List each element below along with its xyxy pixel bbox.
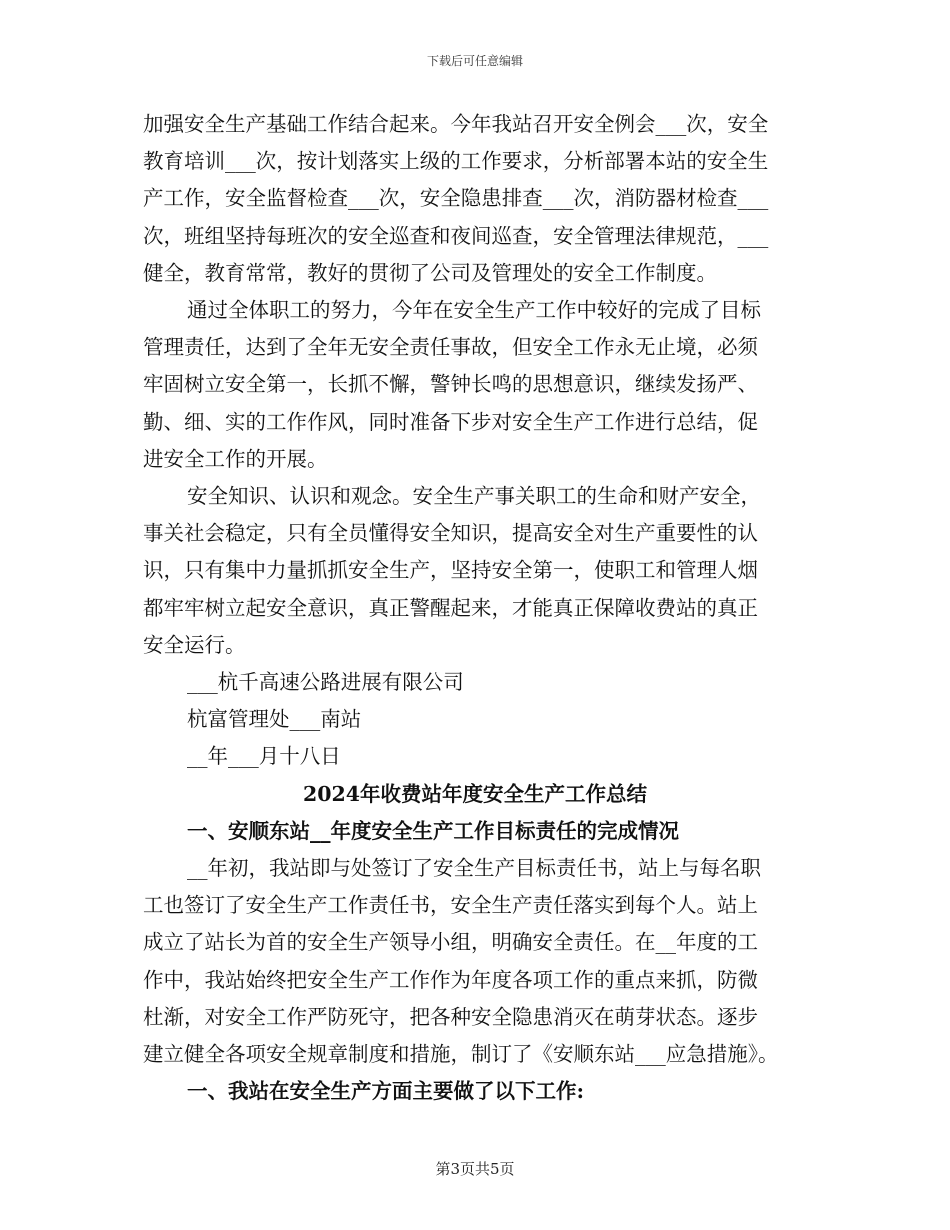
signature-company: ___杭千高速公路进展有限公司: [187, 670, 464, 695]
body-line: 产工作，安全监督检查___次，安全隐患排查___次，消防器材检查___: [143, 186, 769, 211]
body-line: 次，班组坚持每班次的安全巡查和夜间巡查，安全管理法律规范，___: [143, 223, 769, 248]
body-line: 工也签订了安全生产工作责任书，安全生产责任落实到每个人。站上: [143, 893, 758, 918]
body-line: 作中，我站始终把安全生产工作作为年度各项工作的重点来抓，防微: [143, 967, 758, 992]
section-heading: 一、我站在安全生产方面主要做了以下工作:: [187, 1079, 585, 1104]
body-line: 教育培训___次，按计划落实上级的工作要求，分析部署本站的安全生: [143, 149, 769, 174]
body-line: 识，只有集中力量抓抓安全生产，坚持安全第一，使职工和管理人烟: [143, 558, 758, 583]
signature-date: __年___月十八日: [187, 744, 341, 769]
body-line: 成立了站长为首的安全生产领导小组，明确安全责任。在__年度的工: [143, 930, 758, 955]
paragraph-start-line: __年初，我站即与处签订了安全生产目标责任书，站上与每名职: [187, 856, 761, 881]
signature-office: 杭富管理处___南站: [187, 707, 362, 732]
document-body: [143, 106, 807, 1110]
page-number-footer: 第3页共5页: [435, 1160, 515, 1178]
document-title: 2024年收费站年度安全生产工作总结: [302, 781, 648, 806]
paragraph-start-line: 安全知识、认识和观念。安全生产事关职工的生命和财产安全，: [187, 484, 761, 509]
body-line: 加强安全生产基础工作结合起来。今年我站召开安全例会___次，安全: [143, 112, 769, 136]
body-line: 杜渐，对安全工作严防死守，把各种安全隐患消灭在萌芽状态。逐步: [143, 1004, 758, 1029]
section-heading: 一、安顺东站__年度安全生产工作目标责任的完成情况: [187, 818, 679, 843]
body-line: 管理责任，达到了全年无安全责任事故，但安全工作永无止境，必须: [143, 335, 758, 360]
body-line: 进安全工作的开展。: [143, 446, 328, 471]
body-line: 健全，教育常常，教好的贯彻了公司及管理处的安全工作制度。: [143, 260, 717, 285]
body-line: 安全运行。: [143, 632, 246, 657]
body-line: 建立健全各项安全规章制度和措施，制订了《安顺东站___应急措施》。: [143, 1042, 779, 1067]
body-line: 牢固树立安全第一，长抓不懈，警钟长鸣的思想意识，继续发扬严、: [143, 372, 758, 397]
body-line: 事关社会稳定，只有全员懂得安全知识，提高安全对生产重要性的认: [143, 521, 758, 546]
body-line: 勤、细、实的工作作风，同时准备下步对安全生产工作进行总结，促: [143, 409, 758, 434]
body-line: 都牢牢树立起安全意识，真正警醒起来，才能真正保障收费站的真正: [143, 595, 758, 620]
page-header-note: 下载后可任意编辑: [426, 54, 523, 68]
paragraph-start-line: 通过全体职工的努力，今年在安全生产工作中较好的完成了目标: [187, 298, 761, 323]
